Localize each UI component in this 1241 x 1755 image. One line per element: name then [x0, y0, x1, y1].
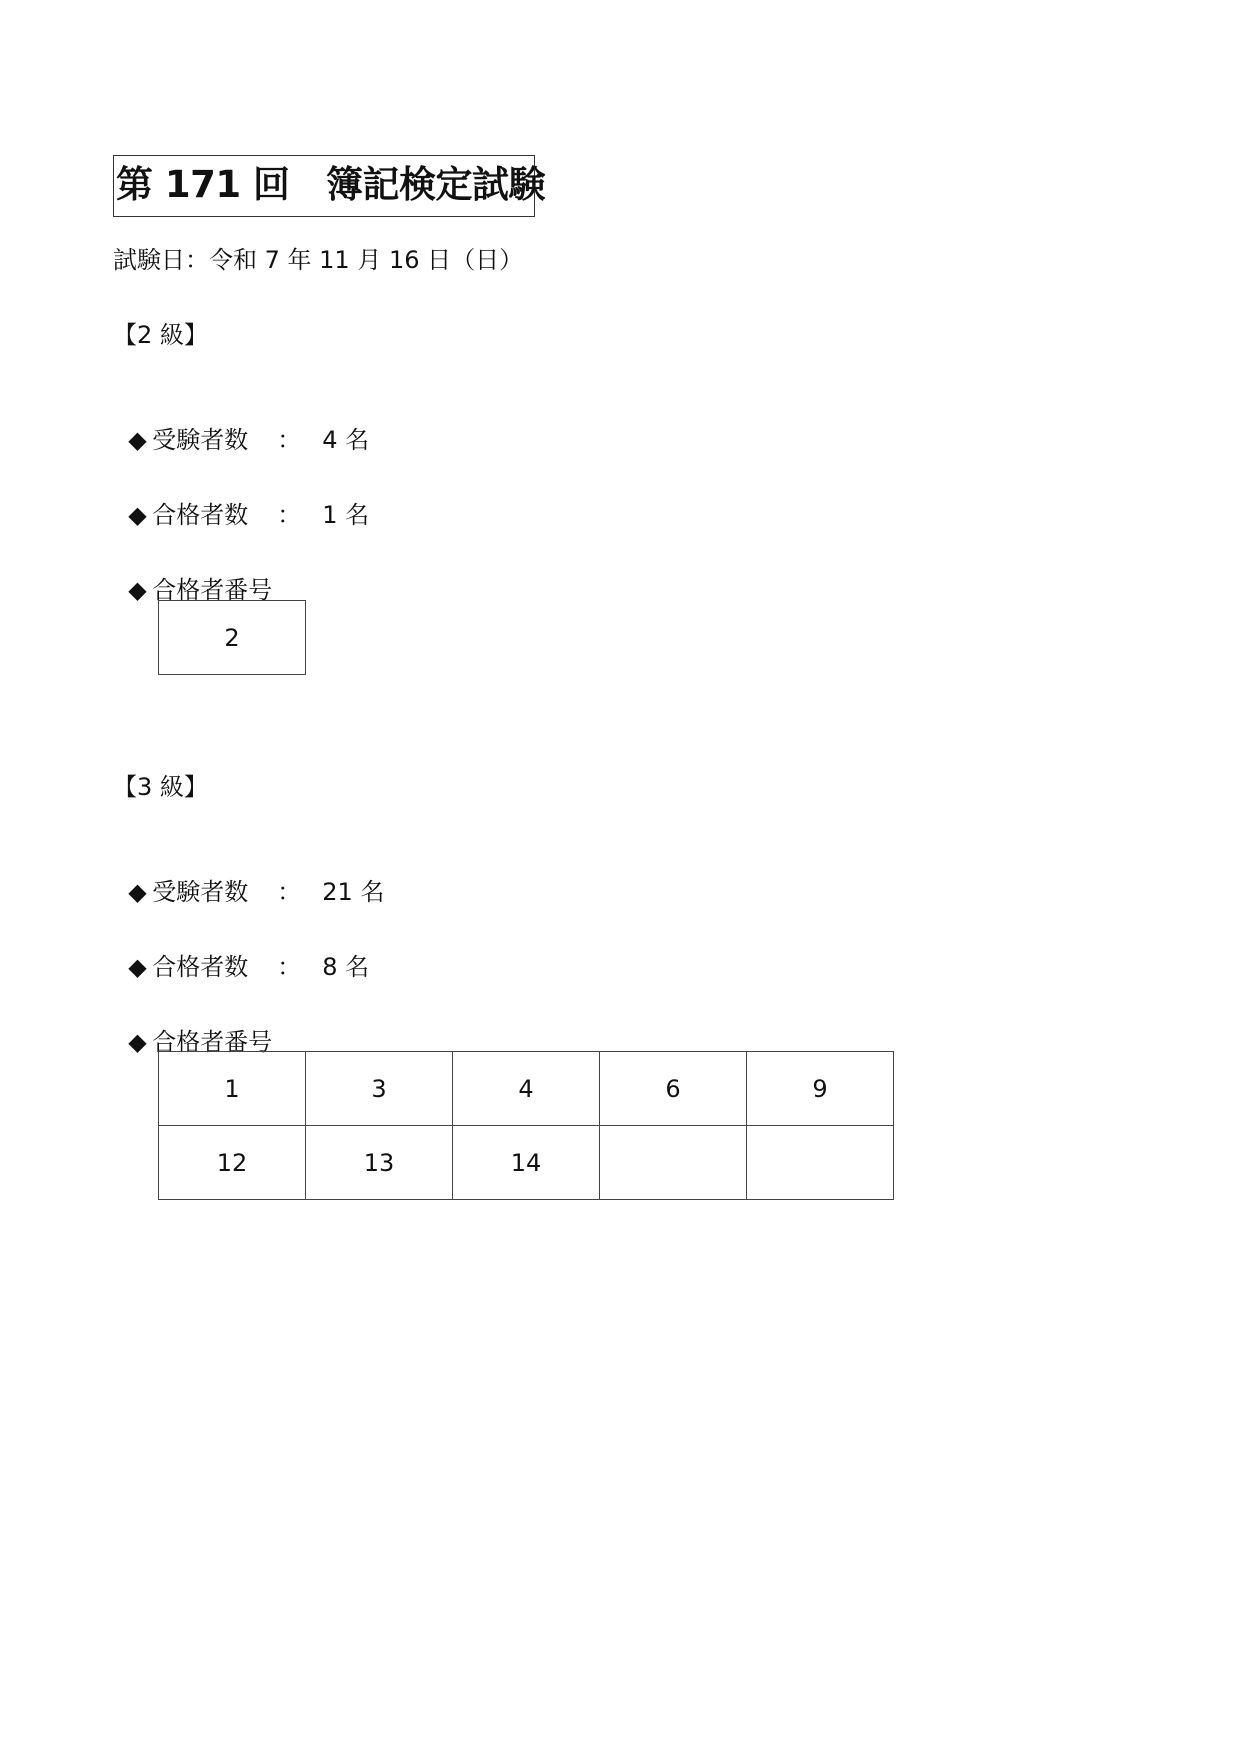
- grade2-passers-separator: ：: [277, 501, 302, 529]
- grade3-examinees-label: 受験者数: [152, 878, 249, 906]
- grade3-numbers-label: 合格者番号: [152, 1028, 273, 1056]
- table-cell: 1: [159, 1052, 306, 1126]
- page-title: 第 171 回 簿記検定試験: [113, 155, 535, 217]
- table-cell: 14: [453, 1126, 600, 1200]
- grade3-passers-row: [113, 922, 369, 982]
- grade3-passers-label: 合格者数: [152, 953, 249, 981]
- table-row: [159, 601, 306, 675]
- diamond-bullet-icon: ◆: [128, 1028, 147, 1056]
- diamond-bullet-icon: ◆: [128, 426, 147, 454]
- exam-date: 試験日：令和 7 年 11 月 16 日（日）: [113, 246, 524, 274]
- grade2-passers-row: [113, 470, 369, 530]
- grade2-passers-value: 1 名: [322, 501, 370, 529]
- table-cell: 3: [306, 1052, 453, 1126]
- grade3-passers-value: 8 名: [322, 953, 370, 981]
- grade2-numbers-label: 合格者番号: [152, 576, 273, 604]
- grade2-examinees-row: [113, 395, 369, 455]
- table-row: [159, 1126, 894, 1200]
- table-row: [159, 1052, 894, 1126]
- grade2-heading: 【2 級】: [113, 321, 208, 349]
- grade3-passers-separator: ：: [277, 953, 302, 981]
- grade3-passer-numbers-table: [158, 1051, 894, 1200]
- grade2-examinees-label: 受験者数: [152, 426, 249, 454]
- table-cell: 13: [306, 1126, 453, 1200]
- grade2-numbers-row: [113, 545, 272, 605]
- diamond-bullet-icon: ◆: [128, 501, 147, 529]
- table-cell: 2: [159, 601, 306, 675]
- table-cell: 9: [747, 1052, 894, 1126]
- grade3-heading: 【3 級】: [113, 773, 208, 801]
- diamond-bullet-icon: ◆: [128, 878, 147, 906]
- diamond-bullet-icon: ◆: [128, 953, 147, 981]
- table-cell: 12: [159, 1126, 306, 1200]
- grade2-examinees-separator: ：: [277, 426, 302, 454]
- table-cell: [600, 1126, 747, 1200]
- grade2-examinees-value: 4 名: [322, 426, 370, 454]
- grade3-examinees-row: [113, 847, 384, 907]
- grade3-numbers-row: [113, 997, 272, 1057]
- table-cell: [747, 1126, 894, 1200]
- grade2-passers-label: 合格者数: [152, 501, 249, 529]
- table-cell: 6: [600, 1052, 747, 1126]
- grade2-passer-numbers-table: [158, 600, 306, 675]
- grade3-examinees-separator: ：: [277, 878, 302, 906]
- diamond-bullet-icon: ◆: [128, 576, 147, 604]
- grade3-examinees-value: 21 名: [322, 878, 385, 906]
- table-cell: 4: [453, 1052, 600, 1126]
